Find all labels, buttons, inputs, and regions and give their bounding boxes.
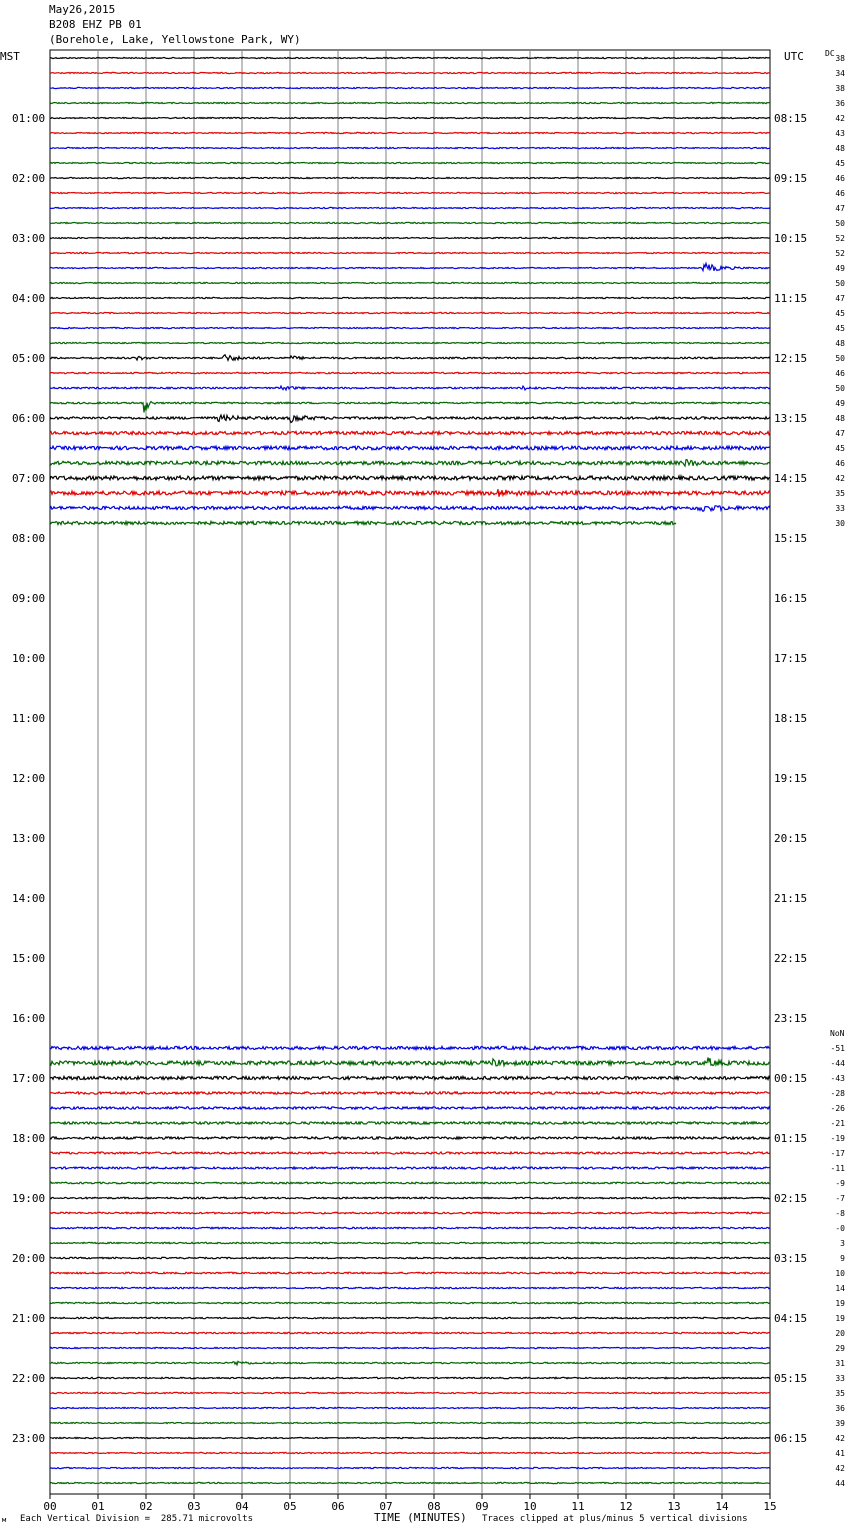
mst-hour-label: 17:00 (12, 1072, 46, 1085)
x-tick-label: 14 (715, 1500, 729, 1513)
dc-offset-label: 45 (835, 444, 845, 453)
trace-line (50, 1212, 770, 1214)
station-location: (Borehole, Lake, Yellowstone Park, WY) (49, 33, 301, 46)
trace-line (50, 1437, 770, 1438)
trace-line (50, 476, 770, 480)
trace-line (50, 312, 770, 313)
dc-offset-label: 49 (835, 399, 845, 408)
mst-hour-label: 19:00 (12, 1192, 46, 1205)
x-tick-label: 05 (283, 1500, 297, 1513)
trace-line (50, 162, 770, 163)
trace-line (50, 117, 770, 118)
utc-hour-label: 23:15 (774, 1012, 808, 1025)
dc-offset-label: 42 (835, 114, 845, 123)
mst-hour-label: 11:00 (12, 712, 46, 725)
trace-line (50, 102, 770, 103)
utc-hour-label: 16:15 (774, 592, 808, 605)
dc-offset-label: -51 (830, 1044, 845, 1053)
trace-line (50, 1422, 770, 1423)
utc-hour-label: 19:15 (774, 772, 808, 785)
trace-line (50, 177, 770, 178)
trace-line (50, 1302, 770, 1303)
dc-offset-label: 52 (835, 249, 845, 258)
utc-hour-label: 22:15 (774, 952, 808, 965)
x-tick-label: 01 (91, 1500, 105, 1513)
dc-offset-label: 35 (835, 1389, 845, 1398)
utc-hour-label: 04:15 (774, 1312, 808, 1325)
trace-line (50, 1182, 770, 1184)
trace-line (50, 489, 770, 497)
utc-hour-label: 20:15 (774, 832, 808, 845)
dc-offset-label: 45 (835, 309, 845, 318)
dc-offset-label: 30 (835, 519, 845, 528)
trace-line (50, 1197, 770, 1199)
trace-line (50, 207, 770, 208)
trace-line (50, 1467, 770, 1468)
mst-hour-label: 06:00 (12, 412, 46, 425)
dc-offset-label: 48 (835, 339, 845, 348)
x-tick-label: 11 (571, 1500, 585, 1513)
trace-line (50, 1122, 770, 1124)
trace-line (50, 327, 770, 328)
trace-line (50, 386, 770, 390)
dc-offset-label: 52 (835, 234, 845, 243)
dc-offset-label: 10 (835, 1269, 845, 1278)
dc-offset-label: 46 (835, 174, 845, 183)
trace-line (50, 1242, 770, 1243)
x-tick-label: 07 (379, 1500, 393, 1513)
trace-line (50, 297, 770, 298)
trace-line (50, 355, 770, 361)
dc-offset-label: 45 (835, 159, 845, 168)
trace-line (50, 1167, 770, 1169)
x-tick-label: 12 (619, 1500, 633, 1513)
mst-hour-label: 23:00 (12, 1432, 46, 1445)
dc-offset-label: 42 (835, 1464, 845, 1473)
trace-line (50, 1137, 770, 1139)
mst-hour-label: 05:00 (12, 352, 46, 365)
plot-date: May26,2015 (49, 3, 116, 16)
trace-line (50, 1227, 770, 1229)
dc-label-bottom: NoN (830, 1029, 845, 1038)
trace-line (50, 237, 770, 238)
trace-line (50, 1317, 770, 1318)
trace-line (50, 252, 770, 253)
dc-offset-label: 47 (835, 204, 845, 213)
mst-hour-label: 14:00 (12, 892, 46, 905)
trace-line (50, 506, 770, 512)
trace-line (50, 1392, 770, 1393)
dc-offset-label: -26 (830, 1104, 845, 1113)
trace-line (50, 1272, 770, 1274)
trace-line (50, 72, 770, 73)
mst-hour-label: 20:00 (12, 1252, 46, 1265)
trace-line (50, 1058, 770, 1066)
mst-hour-label: 03:00 (12, 232, 46, 245)
dc-offset-label: 46 (835, 369, 845, 378)
dc-offset-label: 49 (835, 264, 845, 273)
utc-hour-label: 18:15 (774, 712, 808, 725)
trace-line (50, 1452, 770, 1453)
utc-hour-label: 13:15 (774, 412, 808, 425)
x-tick-label: 13 (667, 1500, 681, 1513)
x-tick-label: 15 (763, 1500, 777, 1513)
mst-hour-label: 08:00 (12, 532, 46, 545)
trace-line (50, 402, 770, 413)
corner-mark: м (2, 1516, 7, 1524)
dc-offset-label: 50 (835, 354, 845, 363)
utc-hour-label: 10:15 (774, 232, 808, 245)
dc-offset-label: 48 (835, 414, 845, 423)
dc-offset-label: -9 (835, 1179, 845, 1188)
clipping-note: Traces clipped at plus/minus 5 vertical divisions (482, 1514, 748, 1524)
trace-line (50, 1377, 770, 1378)
station-code: B208 EHZ PB 01 (49, 18, 142, 31)
mst-hour-label: 15:00 (12, 952, 46, 965)
mst-hour-label: 04:00 (12, 292, 46, 305)
dc-offset-label: -0 (835, 1224, 845, 1233)
utc-hour-label: 12:15 (774, 352, 808, 365)
trace-line (50, 87, 770, 88)
mst-hour-label: 02:00 (12, 172, 46, 185)
dc-offset-label: 19 (835, 1299, 845, 1308)
mst-hour-label: 13:00 (12, 832, 46, 845)
dc-offset-label: -8 (835, 1209, 845, 1218)
dc-offset-label: 31 (835, 1359, 845, 1368)
x-tick-label: 09 (475, 1500, 489, 1513)
utc-hour-label: 17:15 (774, 652, 808, 665)
trace-line (50, 521, 676, 524)
utc-hour-label: 06:15 (774, 1432, 808, 1445)
trace-line (50, 1482, 770, 1483)
dc-offset-label: 48 (835, 144, 845, 153)
dc-offset-label: 35 (835, 489, 845, 498)
x-axis-title: TIME (MINUTES) (374, 1511, 467, 1524)
dc-offset-label: -44 (830, 1059, 845, 1068)
dc-offset-label: 46 (835, 459, 845, 468)
dc-offset-label: 9 (840, 1254, 845, 1263)
dc-offset-label: -19 (830, 1134, 845, 1143)
x-tick-label: 03 (187, 1500, 201, 1513)
dc-offset-label: 29 (835, 1344, 845, 1353)
dc-offset-label: 36 (835, 1404, 845, 1413)
trace-line (50, 192, 770, 193)
mst-hour-label: 10:00 (12, 652, 46, 665)
utc-hour-label: 01:15 (774, 1132, 808, 1145)
utc-hour-label: 21:15 (774, 892, 808, 905)
dc-offset-label: -11 (830, 1164, 845, 1173)
utc-hour-label: 11:15 (774, 292, 808, 305)
x-tick-label: 06 (331, 1500, 345, 1513)
x-tick-label: 10 (523, 1500, 537, 1513)
dc-offset-label: 38 (835, 84, 845, 93)
dc-offset-label: 19 (835, 1314, 845, 1323)
utc-label: UTC (784, 50, 804, 63)
trace-line (50, 1046, 770, 1049)
trace-line (50, 222, 770, 223)
trace-line (50, 1407, 770, 1408)
trace-line (50, 446, 770, 450)
dc-offset-label: -28 (830, 1089, 845, 1098)
trace-line (50, 1092, 770, 1094)
mst-hour-label: 09:00 (12, 592, 46, 605)
division-note: Each Vertical Division = 285.71 microvolts (20, 1514, 253, 1524)
dc-offset-label: 50 (835, 279, 845, 288)
dc-offset-label: 3 (840, 1239, 845, 1248)
dc-offset-label: 20 (835, 1329, 845, 1338)
dc-offset-label: 34 (835, 69, 845, 78)
dc-offset-label: 47 (835, 429, 845, 438)
dc-offset-label: -21 (830, 1119, 845, 1128)
utc-hour-label: 15:15 (774, 532, 808, 545)
trace-line (50, 1287, 770, 1288)
dc-offset-label: 41 (835, 1449, 845, 1458)
trace-line (50, 1152, 770, 1154)
trace-line (50, 1347, 770, 1348)
dc-offset-label: 33 (835, 504, 845, 513)
trace-line (50, 1361, 770, 1365)
seismic-traces (50, 57, 770, 1483)
trace-line (50, 1332, 770, 1333)
trace-line (50, 1076, 770, 1079)
utc-hour-label: 14:15 (774, 472, 808, 485)
x-tick-label: 04 (235, 1500, 249, 1513)
trace-line (50, 132, 770, 133)
plot-frame (50, 50, 770, 1494)
mst-hour-label: 12:00 (12, 772, 46, 785)
trace-line (50, 415, 770, 422)
dc-offset-label: 14 (835, 1284, 845, 1293)
x-tick-label: 00 (43, 1500, 57, 1513)
x-tick-label: 02 (139, 1500, 153, 1513)
utc-hour-label: 02:15 (774, 1192, 808, 1205)
trace-line (50, 431, 770, 434)
dc-offset-label: 47 (835, 294, 845, 303)
dc-offset-label: 50 (835, 219, 845, 228)
trace-line (50, 372, 770, 373)
utc-hour-label: 00:15 (774, 1072, 808, 1085)
mst-label: MST (0, 50, 20, 63)
trace-line (50, 1107, 770, 1109)
dc-offset-label: 46 (835, 189, 845, 198)
trace-line (50, 342, 770, 343)
mst-hour-label: 07:00 (12, 472, 46, 485)
trace-line (50, 1257, 770, 1258)
mst-hour-label: 16:00 (12, 1012, 46, 1025)
x-tick-label: 08 (427, 1500, 441, 1513)
dc-offset-label: 36 (835, 99, 845, 108)
dc-offset-label: -7 (835, 1194, 845, 1203)
dc-offset-label: 50 (835, 384, 845, 393)
dc-offset-label: 42 (835, 474, 845, 483)
mst-hour-label: 18:00 (12, 1132, 46, 1145)
dc-offset-label: 33 (835, 1374, 845, 1383)
utc-hour-label: 09:15 (774, 172, 808, 185)
mst-hour-label: 01:00 (12, 112, 46, 125)
dc-label: DC (825, 49, 835, 58)
dc-offset-label: 45 (835, 324, 845, 333)
utc-hour-label: 03:15 (774, 1252, 808, 1265)
dc-offset-label: 43 (835, 129, 845, 138)
dc-offset-label: -43 (830, 1074, 845, 1083)
dc-offset-label: 42 (835, 1434, 845, 1443)
dc-offset-label: 44 (835, 1479, 845, 1488)
trace-line (50, 460, 770, 467)
mst-hour-label: 22:00 (12, 1372, 46, 1385)
axis-labels (12, 54, 845, 1513)
trace-line (50, 263, 770, 270)
utc-hour-label: 08:15 (774, 112, 808, 125)
utc-hour-label: 05:15 (774, 1372, 808, 1385)
mst-hour-label: 21:00 (12, 1312, 46, 1325)
dc-offset-label: -17 (830, 1149, 845, 1158)
trace-line (50, 282, 770, 283)
trace-line (50, 147, 770, 148)
trace-line (50, 57, 770, 58)
dc-offset-label: 38 (835, 54, 845, 63)
dc-offset-label: 39 (835, 1419, 845, 1428)
